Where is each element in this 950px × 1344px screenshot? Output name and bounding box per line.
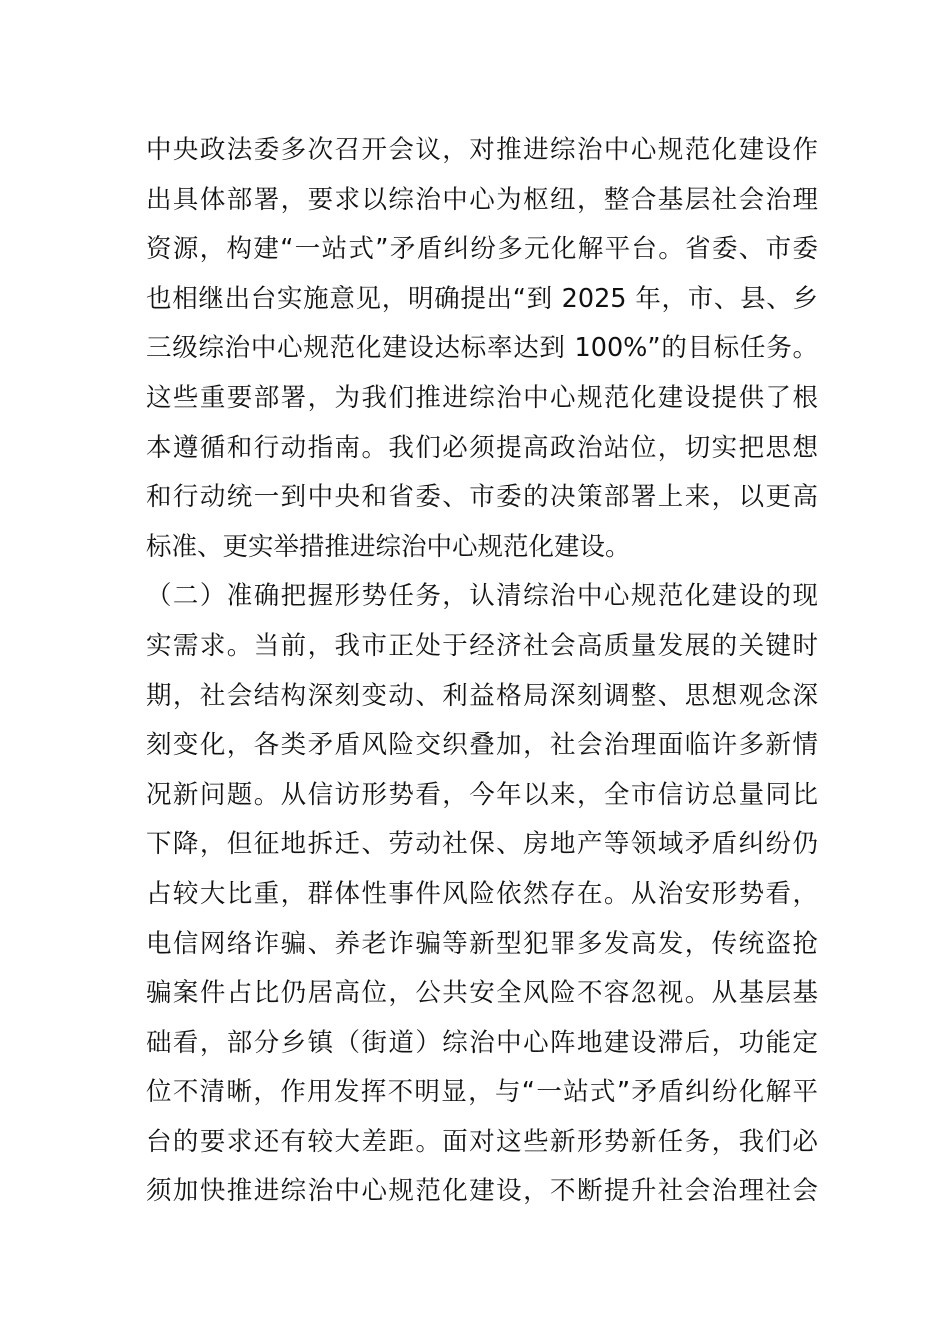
- text-line: 占较大比重，群体性事件风险依然存在。从治安形势看，: [146, 878, 818, 909]
- text-line: 台的要求还有较大差距。面对这些新形势新任务，我们必: [146, 1126, 818, 1157]
- text-line: 刻变化，各类矛盾风险交织叠加，社会治理面临许多新情: [146, 730, 818, 761]
- text-line: 电信网络诈骗、养老诈骗等新型犯罪多发高发，传统盗抢: [146, 928, 818, 959]
- text-line: 位不清晰，作用发挥不明显，与“一站式”矛盾纠纷化解平: [146, 1077, 818, 1108]
- text-line: 须加快推进综治中心规范化建设，不断提升社会治理社会: [146, 1176, 818, 1207]
- text-line: 也相继出台实施意见，明确提出“到 2025 年，市、县、乡: [146, 283, 818, 314]
- section-heading-line: （二）准确把握形势任务，认清综治中心规范化建设的现: [146, 581, 818, 612]
- text-line: 这些重要部署，为我们推进综治中心规范化建设提供了根: [146, 382, 818, 413]
- text-line: 骗案件占比仍居高位，公共安全风险不容忽视。从基层基: [146, 978, 818, 1009]
- text-line: 实需求。当前，我市正处于经济社会高质量发展的关键时: [146, 630, 818, 661]
- text-line: 期，社会结构深刻变动、利益格局深刻调整、思想观念深: [146, 680, 818, 711]
- text-line: 中央政法委多次召开会议，对推进综治中心规范化建设作: [146, 135, 818, 165]
- text-line: 础看，部分乡镇（街道）综治中心阵地建设滞后，功能定: [146, 1027, 818, 1058]
- text-line: 资源，构建“一站式”矛盾纠纷多元化解平台。省委、市委: [146, 234, 818, 265]
- text-line: 和行动统一到中央和省委、市委的决策部署上来，以更高: [146, 482, 818, 513]
- text-line: 三级综治中心规范化建设达标率达到 100%”的目标任务。: [146, 333, 818, 364]
- body-text: [146, 126, 818, 1217]
- text-line: 出具体部署，要求以综治中心为枢纽，整合基层社会治理: [146, 184, 818, 215]
- text-line: 本遵循和行动指南。我们必须提高政治站位，切实把思想: [146, 432, 818, 463]
- paragraph-end-line: 标准、更实举措推进综治中心规范化建设。: [146, 531, 631, 562]
- text-line: 下降，但征地拆迁、劳动社保、房地产等领域矛盾纠纷仍: [146, 829, 818, 860]
- text-line: 况新问题。从信访形势看，今年以来，全市信访总量同比: [146, 779, 818, 810]
